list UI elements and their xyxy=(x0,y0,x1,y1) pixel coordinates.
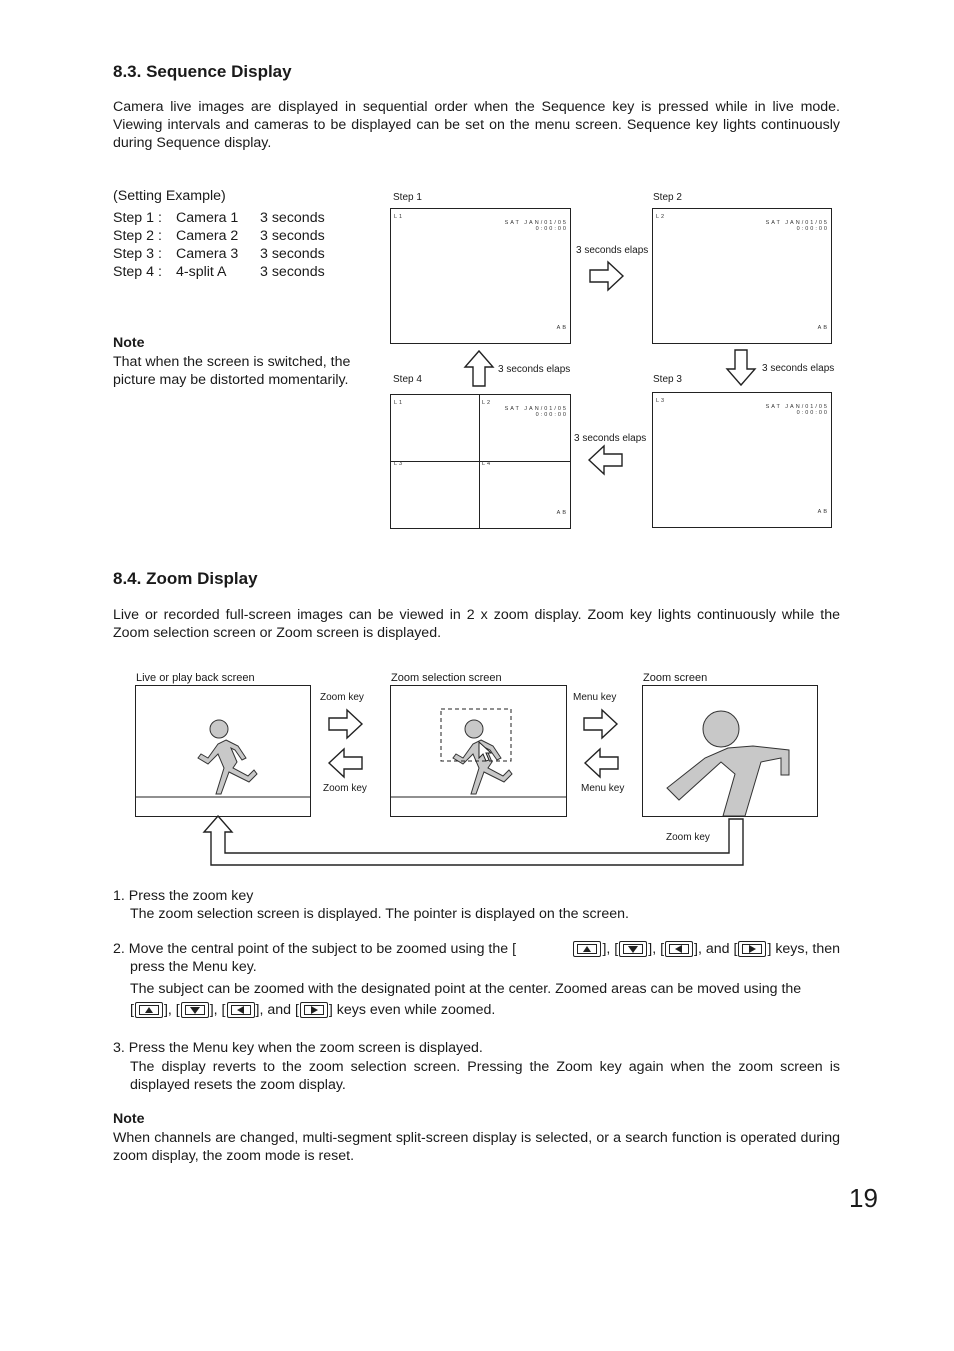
setting-camera: 4-split A xyxy=(176,264,227,280)
ab-label: AB xyxy=(556,325,568,331)
zoom-step2-line4 xyxy=(130,1002,495,1018)
zoom-step2-line2: press the Menu key. xyxy=(130,959,257,975)
step1-screen xyxy=(390,208,571,344)
zoomed-figure-icon xyxy=(643,686,817,816)
zoom-step1-title: 1. Press the zoom key xyxy=(113,888,254,904)
arrow-right-icon xyxy=(328,708,364,740)
sequence-intro: Camera live images are displayed in sequential order when the Sequence key is pressed while in live mode. Viewing intervals and cameras to be displayed can be set on the menu screen. Sequence key lights continuously during Sequence display. xyxy=(113,99,840,151)
channel-label: L3 xyxy=(656,398,667,404)
separator: ], [ xyxy=(648,941,665,957)
setting-camera: Camera 1 xyxy=(176,210,239,226)
channel-label: L3 xyxy=(394,461,405,467)
arrow-right-icon xyxy=(589,260,625,292)
page-number: 19 xyxy=(849,1183,878,1213)
zoom-step1-text: The zoom selection screen is displayed. The pointer is displayed on the screen. xyxy=(130,906,629,922)
arrow-left-icon xyxy=(587,444,623,476)
zoom-key-label-loop: Zoom key xyxy=(666,832,710,843)
ab-label: AB xyxy=(817,509,829,515)
step3-screen xyxy=(652,392,832,528)
time-label: 0:00:00 xyxy=(535,412,568,418)
running-figure-icon xyxy=(391,686,566,816)
setting-step: Step 1 : xyxy=(113,210,162,226)
setting-camera: Camera 2 xyxy=(176,228,239,244)
menu-key-label-top: Menu key xyxy=(573,692,617,703)
return-arrow-icon xyxy=(198,815,746,867)
zoom-step2-pre: 2. Move the central point of the subject to be zoomed using the [ xyxy=(113,941,517,957)
bracket: [ xyxy=(130,1002,134,1018)
zoom-step3-text: The display reverts to the zoom selection screen. Pressing the Zoom key again when the zoom screen is displayed resets the zoom display. xyxy=(130,1059,840,1093)
arrow-up-icon xyxy=(463,349,495,387)
zoom-step2-b-post: ] keys even while zoomed. xyxy=(328,1002,496,1018)
zoom-step2-post: ] keys, then xyxy=(767,941,840,957)
ab-label: AB xyxy=(556,510,568,516)
note-text: That when the screen is switched, the picture may be distorted momentarily. xyxy=(113,354,351,388)
up-key-icon xyxy=(573,941,601,957)
ab-label: AB xyxy=(817,325,829,331)
setting-step: Step 4 : xyxy=(113,264,162,280)
zoom-note-text: When channels are changed, multi-segment split-screen display is selected, or a search function is operated during zoom display, the zoom mode is reset. xyxy=(113,1130,840,1164)
step2-screen xyxy=(652,208,832,344)
time-label: 0:00:00 xyxy=(796,410,829,416)
live-screen-label: Live or play back screen xyxy=(136,672,255,684)
note-title: Note xyxy=(113,335,145,351)
section-heading-sequence: 8.3. Sequence Display xyxy=(113,62,292,81)
channel-label: L1 xyxy=(394,400,405,406)
down-key-icon xyxy=(619,941,647,957)
date-label: SAT JAN/01/05 xyxy=(765,220,829,226)
setting-step: Step 3 : xyxy=(113,246,162,262)
arrow-left-icon xyxy=(327,747,363,779)
arrow-right-icon xyxy=(583,708,619,740)
step3-label: Step 3 xyxy=(653,374,682,385)
elaps-label-3: 3 seconds elaps xyxy=(574,433,647,444)
setting-duration: 3 seconds xyxy=(260,210,325,226)
zoom-note-title: Note xyxy=(113,1111,145,1127)
separator: ], and [ xyxy=(694,941,738,957)
step1-label: Step 1 xyxy=(393,192,422,203)
time-label: 0:00:00 xyxy=(796,226,829,232)
zoom-selection-screen xyxy=(390,685,567,817)
up-key-icon xyxy=(135,1002,163,1018)
separator: ], [ xyxy=(163,1002,180,1018)
left-key-icon xyxy=(227,1002,255,1018)
zoom-step3-title: 3. Press the Menu key when the zoom screen is displayed. xyxy=(113,1040,483,1056)
setting-step: Step 2 : xyxy=(113,228,162,244)
zoom-key-label-bottom: Zoom key xyxy=(323,783,367,794)
right-key-icon xyxy=(300,1002,328,1018)
separator: ], [ xyxy=(209,1002,226,1018)
split-divider-horizontal xyxy=(391,461,570,462)
date-label: SAT JAN/01/05 xyxy=(504,220,568,226)
step2-label: Step 2 xyxy=(653,192,682,203)
section-heading-zoom: 8.4. Zoom Display xyxy=(113,569,258,588)
elaps-label-1: 3 seconds elaps xyxy=(576,245,649,256)
date-label: SAT JAN/01/05 xyxy=(504,406,568,412)
setting-camera: Camera 3 xyxy=(176,246,239,262)
zoom-step2-line1 xyxy=(113,941,840,957)
setting-duration: 3 seconds xyxy=(260,228,325,244)
selection-screen-label: Zoom selection screen xyxy=(391,672,502,684)
elaps-label-2: 3 seconds elaps xyxy=(762,363,835,374)
arrow-left-icon xyxy=(583,747,619,779)
running-figure-icon xyxy=(136,686,310,816)
elaps-label-4: 3 seconds elaps xyxy=(498,364,571,375)
zoom-screen-label: Zoom screen xyxy=(643,672,708,684)
separator: ], [ xyxy=(602,941,619,957)
time-label: 0:00:00 xyxy=(535,226,568,232)
zoom-step2-text: The subject can be zoomed with the designated point at the center. Zoomed areas can be moved using the xyxy=(130,981,802,997)
separator: ], and [ xyxy=(255,1002,299,1018)
setting-duration: 3 seconds xyxy=(260,264,325,280)
setting-duration: 3 seconds xyxy=(260,246,325,262)
right-key-icon xyxy=(738,941,766,957)
menu-key-label-bottom: Menu key xyxy=(581,783,625,794)
step4-screen xyxy=(390,394,571,529)
step4-label: Step 4 xyxy=(393,374,422,385)
live-screen xyxy=(135,685,311,817)
zoom-key-label-top: Zoom key xyxy=(320,692,364,703)
channel-label: L4 xyxy=(482,461,493,467)
channel-label: L1 xyxy=(394,214,405,220)
arrow-down-icon xyxy=(725,349,757,387)
down-key-icon xyxy=(181,1002,209,1018)
channel-label: L2 xyxy=(656,214,667,220)
key-sequence xyxy=(572,941,840,957)
left-key-icon xyxy=(665,941,693,957)
date-label: SAT JAN/01/05 xyxy=(765,404,829,410)
setting-example-title: (Setting Example) xyxy=(113,188,226,204)
zoom-screen xyxy=(642,685,818,817)
zoom-intro: Live or recorded full-screen images can be viewed in 2 x zoom display. Zoom key lights continuously while the Zoom selection screen or Zoom screen is displayed. xyxy=(113,607,840,641)
channel-label: L2 xyxy=(482,400,493,406)
